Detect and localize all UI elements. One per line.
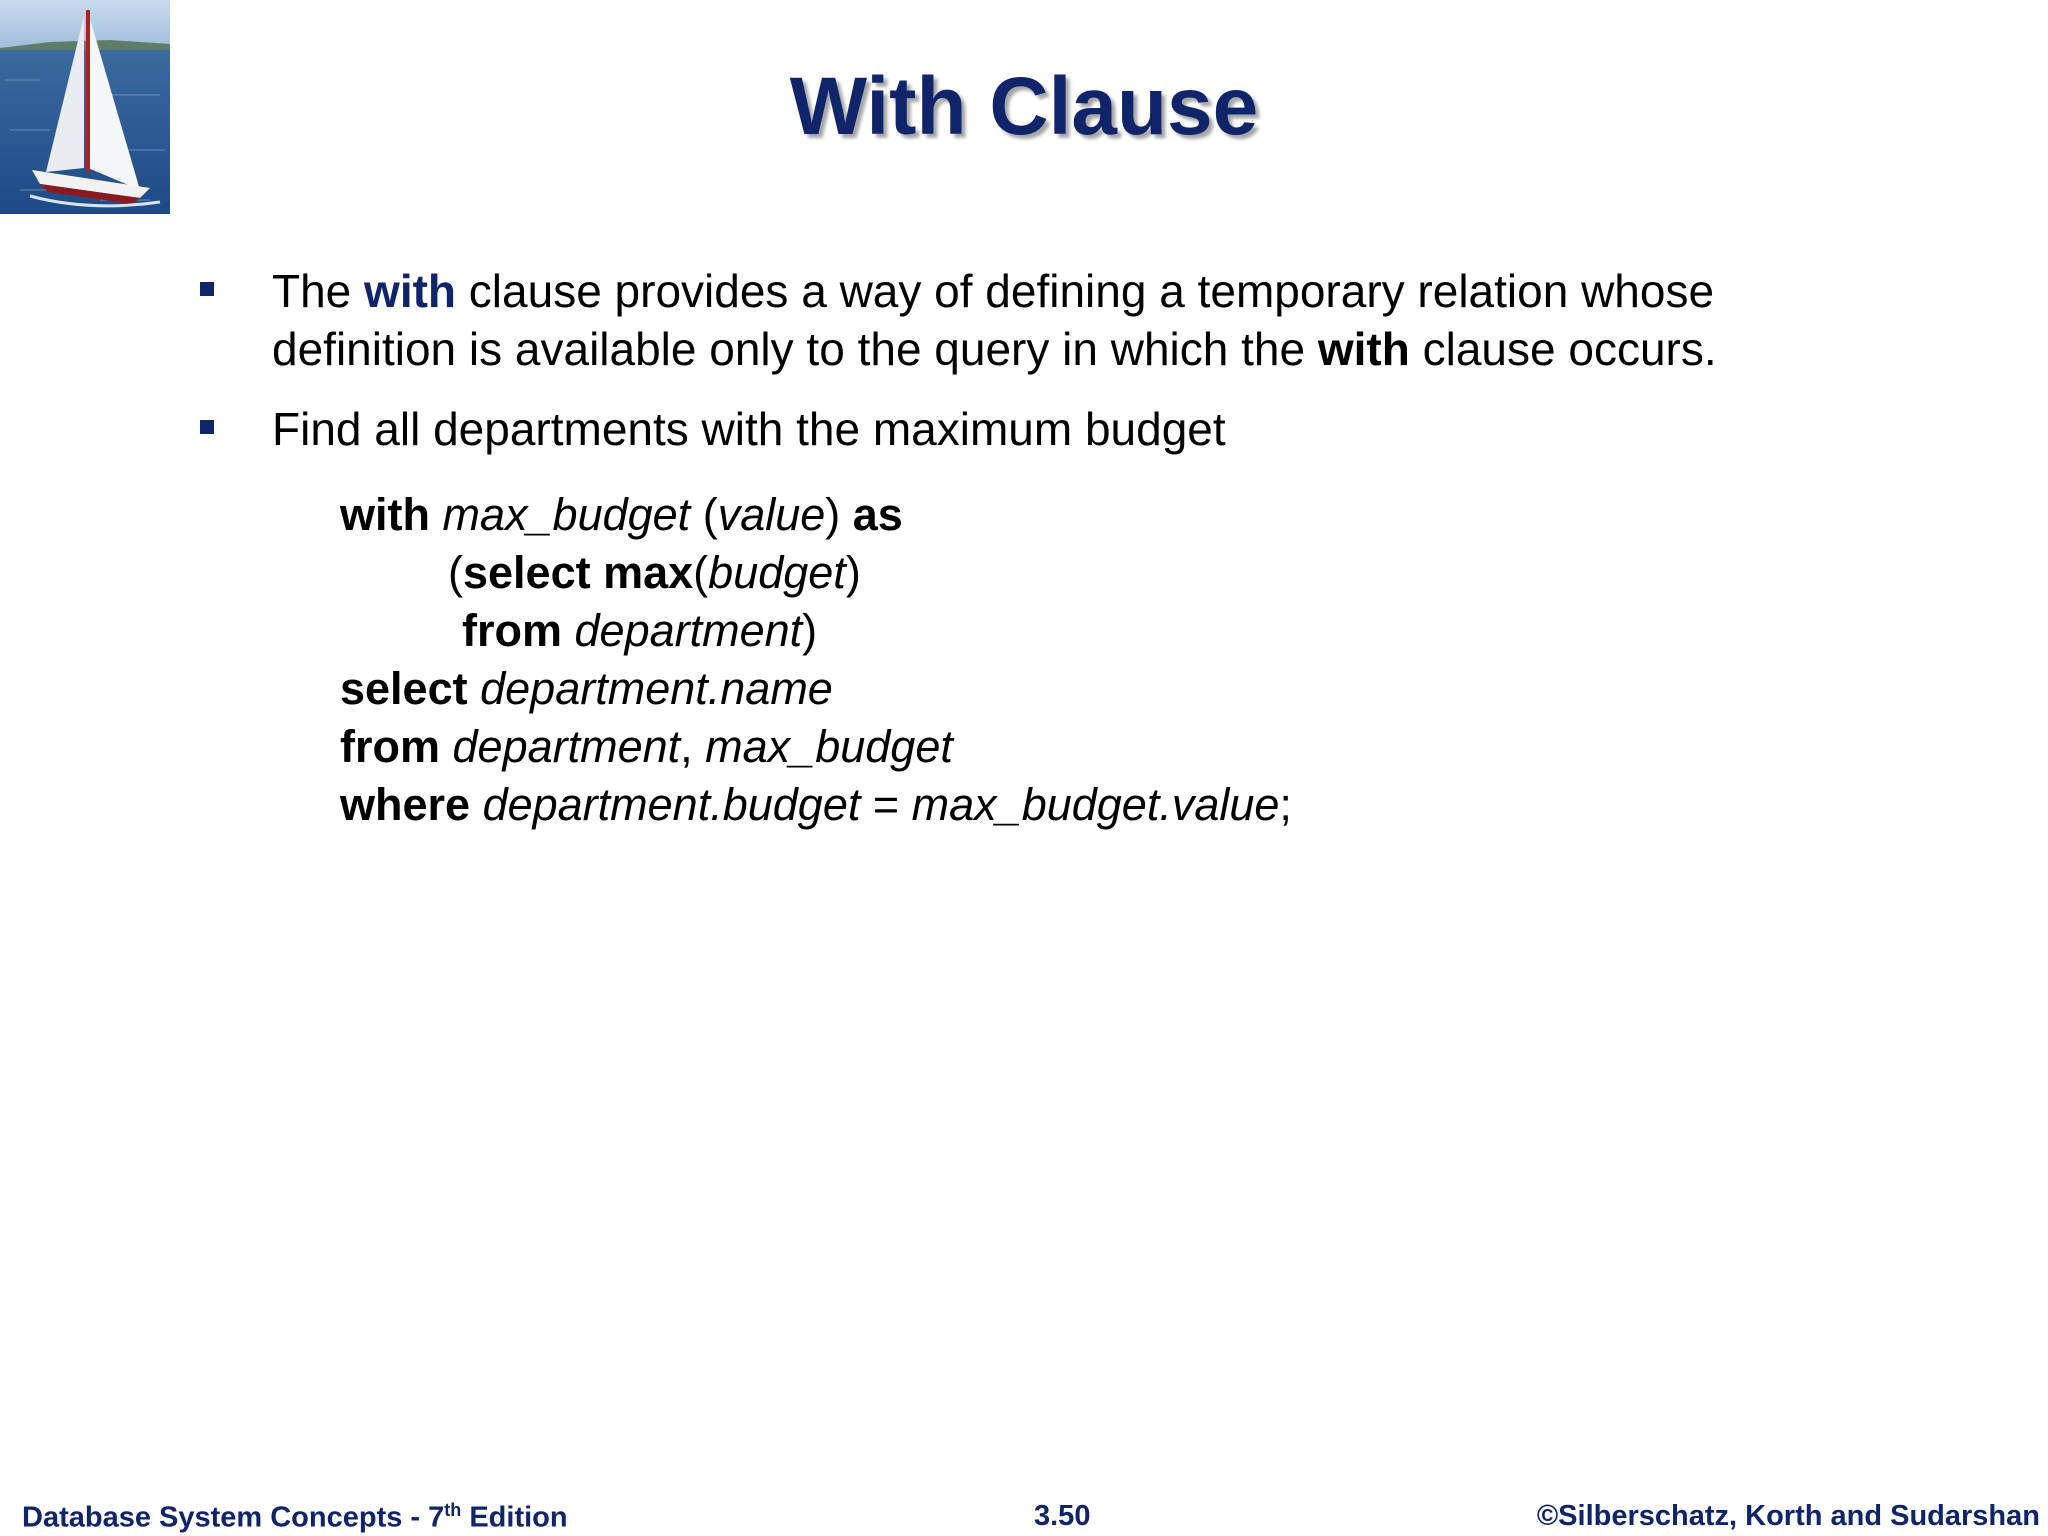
footer-edition: Edition	[461, 1501, 568, 1534]
sql-punct: ;	[1279, 779, 1292, 830]
sql-keyword: with	[340, 489, 430, 540]
code-line-from	[340, 718, 953, 776]
bullet-2-text: Find all departments with the maximum budget	[272, 403, 1226, 455]
bullet-square-icon	[200, 282, 214, 296]
bullet-1-line1-text: The	[272, 265, 365, 317]
sql-keyword: select max	[463, 547, 694, 598]
bullet-1-text	[272, 262, 1717, 378]
code-line-select	[340, 660, 833, 718]
sql-keyword: from	[340, 721, 440, 772]
with-keyword: with	[1317, 323, 1410, 375]
sql-identifier: budget	[708, 547, 846, 598]
sql-identifier: department.budget	[482, 779, 861, 830]
bullet-square-icon	[200, 420, 214, 434]
sql-punct: )	[802, 605, 818, 656]
sql-keyword: as	[852, 489, 903, 540]
code-line-from-department	[462, 602, 817, 660]
sql-identifier: max_budget	[442, 489, 691, 540]
sql-keyword: from	[462, 605, 562, 656]
sql-identifier: value	[717, 489, 826, 540]
bullet-1-line1-rest: clause provides a way of defining a temporary relation whose	[456, 265, 1715, 317]
sql-identifier: department	[574, 605, 803, 656]
footer-superscript: th	[444, 1500, 462, 1520]
sql-punct: (	[448, 547, 463, 598]
code-line-with	[340, 486, 903, 544]
footer-left	[22, 1500, 568, 1535]
sql-punct: )	[825, 489, 853, 540]
code-line-select-max	[448, 544, 861, 602]
sql-punct: (	[690, 489, 718, 540]
sql-identifier: department	[452, 721, 681, 772]
sql-identifier: max_budget.value	[911, 779, 1280, 830]
slide-title: With Clause	[789, 61, 1259, 152]
bullet-1-line2-text: definition is available only to the query in which the	[272, 323, 1318, 375]
sql-punct: ,	[680, 721, 706, 772]
sql-identifier: max_budget	[705, 721, 953, 772]
sql-punct: )	[845, 547, 861, 598]
sql-identifier: department.name	[480, 663, 833, 714]
with-keyword: with	[364, 265, 457, 317]
sql-punct: (	[693, 547, 709, 598]
footer-page-number: 3.50	[1034, 1500, 1091, 1532]
code-line-where	[340, 776, 1292, 834]
footer-copyright: ©Silberschatz, Korth and Sudarshan	[1536, 1500, 2040, 1532]
sql-keyword: select	[340, 663, 468, 714]
sql-keyword: where	[340, 779, 471, 830]
bullet-1-line2-rest: clause occurs.	[1409, 323, 1717, 375]
footer-book-title: Database System Concepts - 7	[22, 1501, 445, 1534]
sql-punct: =	[860, 779, 912, 830]
